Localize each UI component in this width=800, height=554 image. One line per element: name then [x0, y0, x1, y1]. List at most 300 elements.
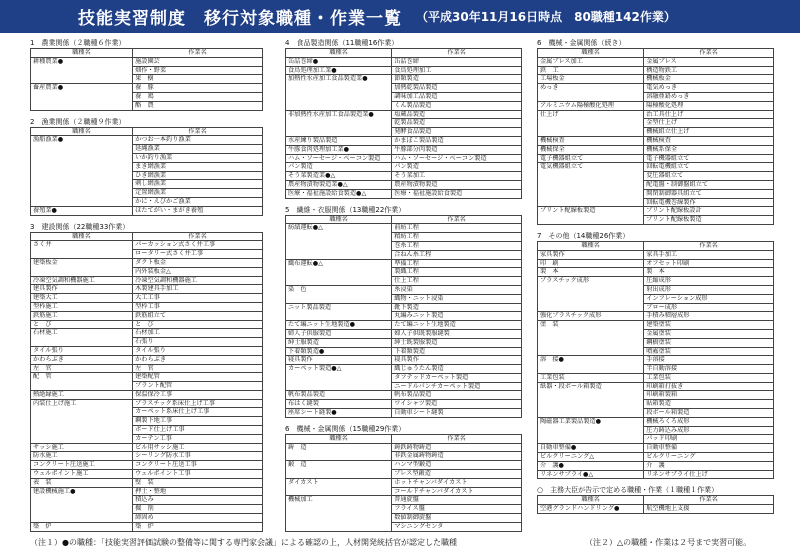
work-cell: 果 樹: [133, 75, 263, 84]
header-job: 職種名: [538, 49, 644, 58]
work-cell: 機械ろくろ成形: [644, 417, 774, 426]
table-row: [31, 338, 263, 347]
job-cell: [31, 496, 133, 505]
table-row: [286, 119, 522, 128]
work-cell: リネンサプライ仕上げ: [644, 470, 774, 479]
table-row: [286, 443, 522, 452]
table-row: [31, 355, 263, 364]
job-cell: アルミニウム陽極酸化処理: [538, 101, 644, 110]
table-row: [538, 312, 774, 321]
work-cell: パッド印刷: [644, 435, 774, 444]
work-cell: カーペット系床仕上げ工事: [133, 408, 263, 417]
job-cell: プラスチック成形: [538, 277, 644, 286]
section: [537, 38, 774, 225]
occupation-table: [285, 215, 522, 418]
work-cell: 養 豚: [133, 84, 263, 93]
work-cell: 鋳鉄鋳物鋳造: [392, 443, 522, 452]
job-cell: たて編ニット生地製造●: [286, 321, 392, 330]
table-row: [286, 452, 522, 461]
job-cell: ウェルポイント施工: [31, 470, 133, 479]
section-title: 6 機械・金属関係（続き）: [537, 39, 626, 47]
work-cell: 半自動溶接: [644, 365, 774, 374]
job-cell: [538, 92, 644, 101]
work-cell: コンクリート圧送工事: [133, 461, 263, 470]
section: [30, 117, 263, 216]
table-row: [538, 470, 774, 479]
job-cell: [31, 162, 133, 171]
table-header-row: [31, 49, 263, 58]
work-cell: 掘 削: [133, 505, 263, 514]
job-cell: 牛豚食肉処理加工業●: [286, 145, 392, 154]
table-row: [286, 409, 522, 418]
job-cell: [286, 294, 392, 303]
table-row: [538, 101, 774, 110]
column-left: [30, 38, 263, 538]
job-cell: [538, 285, 644, 294]
work-cell: 壁 装: [133, 478, 263, 487]
job-cell: めっき: [538, 84, 644, 93]
job-cell: ビルクリーニング△: [538, 453, 644, 462]
job-cell: [538, 198, 644, 207]
work-cell: 建築塗装: [644, 321, 774, 330]
work-cell: 発酵食品製造: [392, 128, 522, 137]
job-cell: 石材施工: [31, 329, 133, 338]
job-cell: [31, 267, 133, 276]
work-cell: プラント配管: [133, 382, 263, 391]
table-header-row: [31, 127, 263, 136]
work-cell: 調味加工品製造: [392, 92, 522, 101]
work-cell: 施設園芸: [133, 57, 263, 66]
work-cell: オフセット印刷: [644, 259, 774, 268]
table-row: [538, 145, 774, 154]
table-header-row: [286, 215, 522, 224]
table-row: [286, 268, 522, 277]
job-cell: カーペット製造●△: [286, 365, 392, 374]
work-cell: 刺し網漁業: [133, 180, 263, 189]
section-title: 2 漁業関係（２職種９作業）: [30, 117, 126, 126]
job-cell: 食鳥処理加工業●: [286, 66, 392, 75]
job-cell: 築 炉: [31, 522, 133, 531]
table-row: [31, 276, 263, 285]
work-cell: ボード仕上げ工事: [133, 426, 263, 435]
table-header-row: [538, 496, 774, 505]
table-row: [286, 496, 522, 505]
table-row: [31, 197, 263, 206]
job-cell: そう菜製造業●△: [286, 172, 392, 181]
work-cell: ロータリー式さく井工事: [133, 250, 263, 259]
job-cell: [538, 347, 644, 356]
table-row: [538, 154, 774, 163]
job-cell: [538, 119, 644, 128]
work-cell: 押土・整地: [133, 487, 263, 496]
table-row: [31, 320, 263, 329]
job-cell: さく井: [31, 241, 133, 250]
occupation-table: [537, 241, 774, 480]
work-cell: インフレーション成形: [644, 294, 774, 303]
job-cell: 配 管: [31, 373, 133, 382]
job-cell: 座席シート縫製●: [286, 409, 392, 418]
job-cell: 型枠施工: [31, 302, 133, 311]
job-cell: [31, 417, 133, 426]
table-row: [31, 514, 263, 523]
work-cell: 積込み: [133, 496, 263, 505]
table-row: [286, 522, 522, 531]
table-row: [538, 409, 774, 418]
table-row: [31, 57, 263, 66]
job-cell: [286, 470, 392, 479]
work-cell: 陽極酸化処理: [644, 101, 774, 110]
section: [285, 424, 522, 532]
work-cell: ダクト板金: [133, 258, 263, 267]
header-job: 職種名: [286, 215, 392, 224]
work-cell: 酪 農: [133, 101, 263, 110]
work-cell: 糸浸染: [392, 285, 522, 294]
table-row: [31, 171, 263, 180]
section: [285, 205, 522, 418]
work-cell: コールドチャンバダイカスト: [392, 487, 522, 496]
job-cell: [286, 452, 392, 461]
work-cell: 準備工程: [392, 259, 522, 268]
job-cell: [538, 338, 644, 347]
table-row: [286, 259, 522, 268]
table-row: [286, 233, 522, 242]
header-job: 職種名: [31, 232, 133, 241]
work-cell: パーカッション式さく井工事: [133, 241, 263, 250]
section-title: 1 農業関係（２職種６作業）: [30, 39, 126, 47]
work-cell: ハンマ型鍛造: [392, 461, 522, 470]
table-row: [538, 453, 774, 462]
job-cell: 紙器・段ボール箱製造: [538, 382, 644, 391]
header-work: 作業名: [133, 232, 263, 241]
work-cell: 定置網漁業: [133, 189, 263, 198]
table-row: [538, 303, 774, 312]
section-title: 3 建設関係（22職種33作業）: [30, 222, 130, 231]
job-cell: 印 刷: [538, 259, 644, 268]
job-cell: 鋳 造: [286, 443, 392, 452]
job-cell: [538, 409, 644, 418]
job-cell: 電子機器組立て: [538, 154, 644, 163]
work-cell: 婦人子供既製服縫製: [392, 329, 522, 338]
table-row: [538, 119, 774, 128]
header-work: 作業名: [644, 496, 774, 505]
job-cell: 家具製作: [538, 250, 644, 259]
table-row: [286, 505, 522, 514]
table-row: [538, 365, 774, 374]
job-cell: 畜産農業●: [31, 84, 133, 93]
table-row: [286, 110, 522, 119]
job-cell: [286, 241, 392, 250]
header-job: 職種名: [286, 49, 392, 58]
job-cell: [31, 66, 133, 75]
table-row: [538, 338, 774, 347]
work-cell: 靴下製造: [392, 303, 522, 312]
work-cell: 電気めっき: [644, 84, 774, 93]
work-cell: 印刷箱製箱: [644, 391, 774, 400]
job-cell: 布はく縫製: [286, 400, 392, 409]
job-cell: 機械加工: [286, 496, 392, 505]
table-row: [538, 57, 774, 66]
work-cell: 貼箱製造: [644, 400, 774, 409]
table-row: [286, 172, 522, 181]
work-cell: 締固め: [133, 514, 263, 523]
work-cell: シーリング防水工事: [133, 452, 263, 461]
table-row: [538, 294, 774, 303]
job-cell: 防水施工: [31, 452, 133, 461]
work-cell: 普通旋盤: [392, 496, 522, 505]
work-cell: ワイシャツ製造: [392, 400, 522, 409]
work-cell: 左 官: [133, 364, 263, 373]
table-header-row: [31, 232, 263, 241]
work-cell: 織じゅうたん製造: [392, 365, 522, 374]
work-cell: まき網漁業: [133, 162, 263, 171]
header-work: 作業名: [644, 49, 774, 58]
job-cell: [286, 233, 392, 242]
table-row: [31, 285, 263, 294]
job-cell: [286, 128, 392, 137]
work-cell: 建築配管: [133, 373, 263, 382]
occupation-table: [537, 48, 774, 225]
table-row: [31, 478, 263, 487]
work-cell: 合ねん糸工程: [392, 250, 522, 259]
section-title: 4 食品製造関係（11職種16作業）: [285, 39, 399, 47]
work-cell: かわらぶき: [133, 355, 263, 364]
header-job: 職種名: [31, 49, 133, 58]
page-title: 技能実習制度 移行対象職種・作業一覧: [78, 9, 402, 29]
table-row: [31, 452, 263, 461]
table-row: [31, 417, 263, 426]
work-cell: 保温保冷工事: [133, 390, 263, 399]
work-cell: 数値制御旋盤: [392, 514, 522, 523]
table-header-row: [286, 49, 522, 58]
job-cell: 建具製作: [31, 285, 133, 294]
work-cell: 畑作・野菜: [133, 66, 263, 75]
section: [30, 222, 263, 532]
job-cell: [538, 189, 644, 198]
work-cell: 機械板金: [644, 75, 774, 84]
work-cell: 石張り: [133, 338, 263, 347]
table-row: [31, 92, 263, 101]
work-cell: 織物・ニット浸染: [392, 294, 522, 303]
footer-note-1: （注１）●の職種：「技能実習評価試験の整備等に関する専門家会議」による確認の上，人材開発統括官が認定した職種: [30, 538, 457, 547]
job-cell: 下着類製造●: [286, 347, 392, 356]
table-row: [286, 391, 522, 400]
table-row: [286, 92, 522, 101]
job-cell: 空港グランドハンドリング●: [538, 505, 644, 514]
work-cell: 治工具仕上げ: [644, 110, 774, 119]
occupation-table: [285, 434, 522, 532]
job-cell: 建設機械施工●: [31, 487, 133, 496]
table-row: [538, 216, 774, 225]
job-cell: 自動車整備●: [538, 444, 644, 453]
work-cell: 機械検査: [644, 136, 774, 145]
table-row: [538, 84, 774, 93]
work-cell: 大工工事: [133, 294, 263, 303]
job-cell: 工場板金: [538, 75, 644, 84]
job-cell: 織布運転●△: [286, 259, 392, 268]
table-row: [31, 382, 263, 391]
work-cell: プリント配線板製造: [644, 216, 774, 225]
job-cell: [31, 426, 133, 435]
table-row: [538, 400, 774, 409]
table-row: [31, 470, 263, 479]
work-cell: パン製造: [392, 163, 522, 172]
occupation-table: [30, 127, 263, 216]
table-row: [286, 303, 522, 312]
work-cell: 鉄筋組立て: [133, 311, 263, 320]
job-cell: [286, 277, 392, 286]
table-row: [538, 250, 774, 259]
job-cell: 建築大工: [31, 294, 133, 303]
work-cell: 金型仕上げ: [644, 119, 774, 128]
work-cell: かまぼこ製品製造: [392, 136, 522, 145]
table-row: [538, 444, 774, 453]
table-row: [286, 461, 522, 470]
work-cell: 牛豚部分肉製造: [392, 145, 522, 154]
work-cell: 圧力鋳込み成形: [644, 426, 774, 435]
job-cell: [31, 75, 133, 84]
table-row: [286, 224, 522, 233]
column-right: [537, 38, 774, 520]
work-cell: 節類製造: [392, 75, 522, 84]
table-row: [286, 382, 522, 391]
table-row: [31, 522, 263, 531]
occupation-table: [30, 48, 263, 111]
section: [30, 38, 263, 111]
job-cell: 金属プレス加工: [538, 57, 644, 66]
work-cell: 加熱乾製品製造: [392, 84, 522, 93]
work-cell: 開閉制御器具組立て: [644, 189, 774, 198]
table-row: [286, 329, 522, 338]
job-cell: [31, 382, 133, 391]
job-cell: 仕上げ: [538, 110, 644, 119]
table-row: [286, 136, 522, 145]
table-row: [538, 373, 774, 382]
job-cell: [286, 505, 392, 514]
job-cell: 缶詰巻締●: [286, 57, 392, 66]
section: [285, 38, 522, 199]
table-row: [31, 399, 263, 408]
job-cell: [31, 197, 133, 206]
table-row: [31, 461, 263, 470]
table-row: [538, 92, 774, 101]
work-cell: 電子機器組立て: [644, 154, 774, 163]
job-cell: [538, 400, 644, 409]
work-cell: 航空機地上支援: [644, 505, 774, 514]
header-work: 作業名: [392, 49, 522, 58]
table-row: [538, 75, 774, 84]
table-row: [31, 250, 263, 259]
work-cell: 乾製品製造: [392, 119, 522, 128]
table-row: [31, 364, 263, 373]
table-row: [31, 311, 263, 320]
table-row: [538, 259, 774, 268]
table-row: [538, 321, 774, 330]
job-cell: 介 護●: [538, 461, 644, 470]
table-row: [31, 373, 263, 382]
table-row: [31, 101, 263, 110]
table-row: [31, 84, 263, 93]
work-cell: 自動車シート縫製: [392, 409, 522, 418]
table-row: [286, 400, 522, 409]
work-cell: 築 炉: [133, 522, 263, 531]
header-work: 作業名: [392, 215, 522, 224]
table-row: [31, 505, 263, 514]
work-cell: 木製建具手加工: [133, 285, 263, 294]
work-cell: プラスチック系床仕上げ工事: [133, 399, 263, 408]
table-row: [538, 180, 774, 189]
table-row: [286, 321, 522, 330]
header-job: 職種名: [538, 241, 644, 250]
table-row: [31, 206, 263, 215]
work-cell: 回転電機組立て: [644, 163, 774, 172]
work-cell: 型枠工事: [133, 302, 263, 311]
job-cell: [31, 180, 133, 189]
table-row: [538, 66, 774, 75]
work-cell: ほたてがい・まがき養殖: [133, 206, 263, 215]
job-cell: タイル張り: [31, 346, 133, 355]
work-cell: そう菜加工: [392, 172, 522, 181]
job-cell: 漁船漁業●: [31, 136, 133, 145]
page-subtitle: （平成30年11月16日時点 80職種142作業）: [416, 10, 676, 24]
job-cell: [31, 189, 133, 198]
job-cell: プリント配線板製造: [538, 207, 644, 216]
table-row: [31, 426, 263, 435]
work-cell: 寝具製作: [392, 356, 522, 365]
table-row: [538, 198, 774, 207]
header-work: 作業名: [392, 434, 522, 443]
table-row: [286, 365, 522, 374]
work-cell: ハム・ソーセージ・ベーコン製造: [392, 154, 522, 163]
job-cell: [286, 373, 392, 382]
table-row: [538, 329, 774, 338]
table-row: [31, 390, 263, 399]
section-title: 7 その他（14職種26作業）: [537, 231, 630, 240]
job-cell: 帆布製品製造: [286, 391, 392, 400]
page-header: [0, 0, 800, 33]
work-cell: 製 本: [644, 268, 774, 277]
job-cell: [286, 119, 392, 128]
table-row: [538, 163, 774, 172]
job-cell: 紡績運転●△: [286, 224, 392, 233]
occupation-table: [285, 48, 522, 199]
job-cell: [538, 391, 644, 400]
work-cell: タフテッドカーペット製造: [392, 373, 522, 382]
table-row: [538, 128, 774, 137]
job-cell: [31, 408, 133, 417]
table-row: [538, 207, 774, 216]
work-cell: 精紡工程: [392, 233, 522, 242]
occupation-table: [30, 232, 263, 532]
table-row: [286, 189, 522, 198]
table-row: [538, 435, 774, 444]
job-cell: ニット製品製造: [286, 303, 392, 312]
work-cell: 養 鶏: [133, 92, 263, 101]
table-header-row: [538, 49, 774, 58]
header-job: 職種名: [286, 434, 392, 443]
occupation-table: [537, 495, 774, 514]
work-cell: ビル用サッシ施工: [133, 443, 263, 452]
work-cell: 溶融亜鉛めっき: [644, 92, 774, 101]
work-cell: 塩蔵品製造: [392, 110, 522, 119]
table-row: [538, 285, 774, 294]
work-cell: 丸編みニット製造: [392, 312, 522, 321]
table-row: [286, 180, 522, 189]
job-cell: 紳士服製造: [286, 338, 392, 347]
work-cell: 介 護: [644, 461, 774, 470]
table-row: [538, 136, 774, 145]
job-cell: [286, 250, 392, 259]
work-cell: 自動車整備: [644, 444, 774, 453]
